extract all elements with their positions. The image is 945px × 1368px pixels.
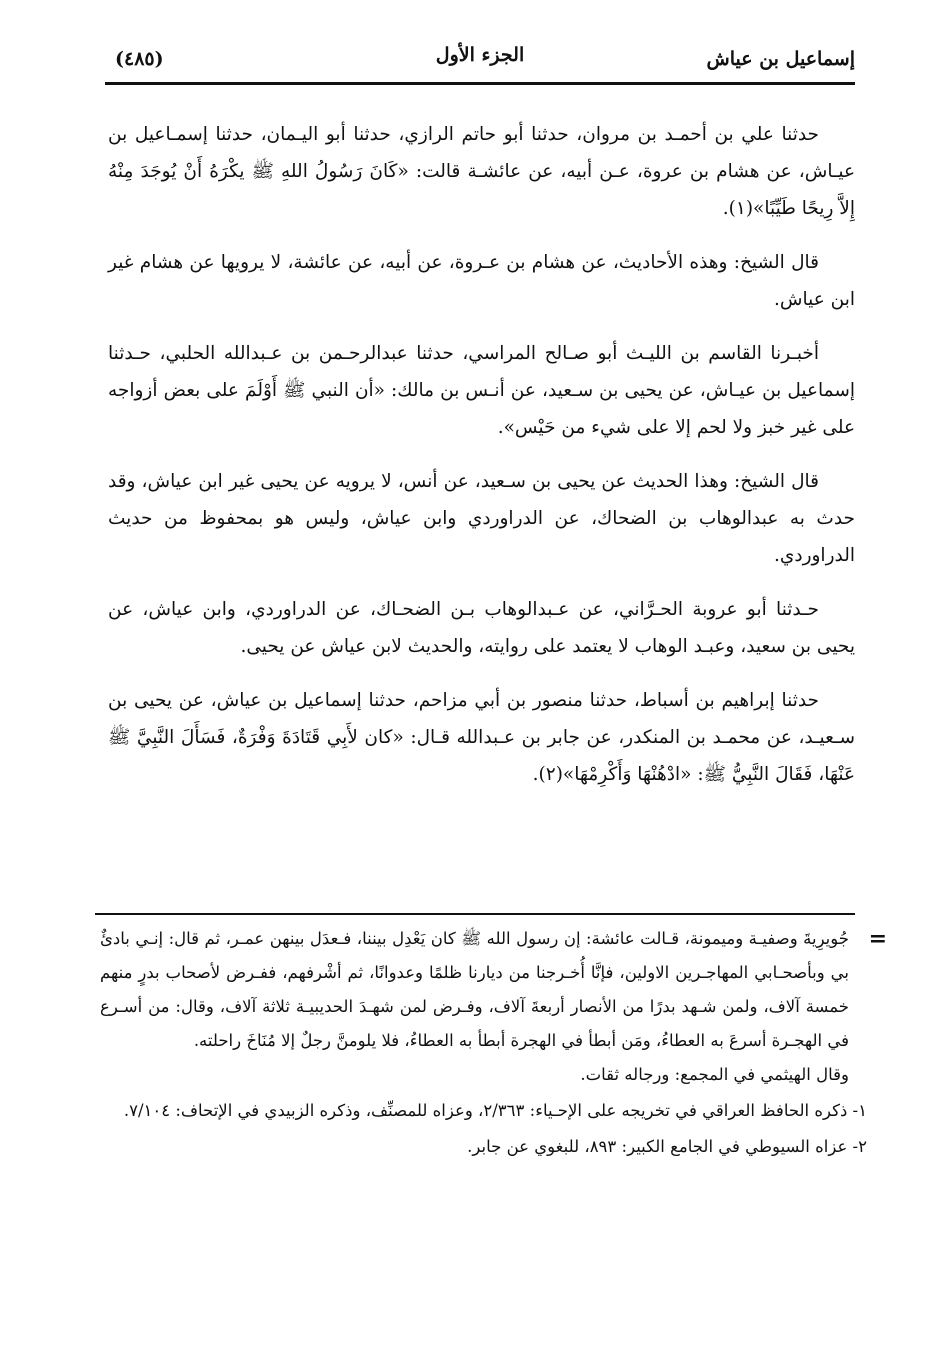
volume-label: الجزء الأول — [435, 44, 525, 66]
footnotes — [100, 922, 887, 1164]
paragraph-5: حـدثنا أبو عروبة الحـرَّاني، عن عـبدالوهاب بـن الضحـاك، عن الدراوردي، وابن عياش، عن يحيى بن سعيد، وعبـد الوهاب لا يعتمد على روايته، والحديث لابن عياش عن يحيى. — [108, 599, 855, 657]
paragraph-3: أخبـرنا القاسم بن الليـث أبو صـالح المراسي، حدثنا عبدالرحـمن بن عـبدالله الحلبي، حـدثنا إسماعيل بن عيـاش، عن يحيى بن سـعيد، عن أنـس بن مالك: «أن النبي ﷺ أَوْلَمَ على بعض أزواجه على غير خبز ولا لحم إلا على شيء من حَيْس». — [108, 343, 855, 438]
footnote-continuation-note: وقال الهيثمي في المجمع: ورجاله ثقات. — [580, 1065, 849, 1084]
footnote-continuation-text: جُويرِيةَ وصفيـة وميمونة، قـالت عائشة: إن رسول الله ﷺ كان يَعْدِل بيننا، فـعدَل بينهن عمـر، ثم قال: إنـي بادئٌ بي وبأصحـابي المهاجـرين الاولين، فإنَّا أُخـرجنا من ديارنا ظلمًا وعدوانًا، ثم أشْرفهم، ففـرض لأصحاب بدرٍ منهم خمسة آلاف، ولمن شـهد بدرًا من الأنصار أربعةَ آلاف، وفـرض لمن شهـدَ الحديبيـة ثلاثة آلاف، وقال: من أسـرع في الهجـرة أسرعَ به العطاءُ، ومَن أبطأ في الهجرة أبطأ به العطاءُ، فلا يلومنَّ رجلٌ إلا مُنَاخَ راحلته. — [100, 929, 849, 1050]
footnote-1: ١- ذكره الحافظ العراقي في تخريجه على الإحـياء: ٢/٣٦٣، وعزاه للمصنِّف، وذكره الزبيدي في الإتحاف: ٧/١٠٤. — [123, 1101, 867, 1120]
running-title: إسماعيل بن عياش — [706, 48, 855, 70]
paragraph-6: حدثنا إبراهيم بن أسباط، حدثنا منصور بن أبي مزاحم، حدثنا إسماعيل بن عياش، عن يحيى بن سـعيـد، عن محمـد بن المنكدر، عن جابر بن عـبدالله قـال: «كان لأَبِي قَتَادَةَ وَفْرَةٌ، فَسَأَلَ النَّبِيَّ ﷺ عَنْهَا، فَقَالَ النَّبِيُّ ﷺ: «ادْهُنْهَا وَأَكْرِمْهَا»(٢). — [108, 690, 855, 785]
main-text — [108, 116, 855, 810]
footnote-continuation — [100, 922, 887, 1058]
paragraph-1: حدثنا علي بن أحمـد بن مروان، حدثنا أبو حاتم الرازي، حدثنا أبو اليـمان، حدثنا إسمـاعيل بن عيـاش، عن هشام بن عروة، عـن أبيه، عن عائشـة قالت: «كَانَ رَسُولُ اللهِ ﷺ يكْرَهُ أَنْ يُوجَدَ مِنْهُ إِلاَّ رِيحًا طَيِّبًا»(١). — [108, 124, 855, 219]
paragraph-4: قال الشيخ: وهذا الحديث عن يحيى بن سـعيد، عن أنس، لا يرويه عن يحيى غير ابن عياش، وقد حدث به عبدالوهاب بن الضحاك، عن الدراوردي وابن عياش، وليس هو بمحفوظ من حديث الدراوردي. — [108, 471, 855, 566]
page-header — [105, 38, 855, 82]
paragraph-2: قال الشيخ: وهذه الأحاديث، عن هشام بن عـروة، عن أبيه، عن عائشة، لا يرويها عن هشام غير ابن عياش. — [108, 252, 855, 310]
footnote-separator — [95, 913, 855, 915]
footnote-2: ٢- عزاه السيوطي في الجامع الكبير: ٨٩٣، للبغوي عن جابر. — [467, 1137, 867, 1156]
continuation-mark: = — [868, 926, 887, 952]
header-rule — [105, 82, 855, 85]
page-number: (٤٨٥) — [115, 48, 164, 70]
